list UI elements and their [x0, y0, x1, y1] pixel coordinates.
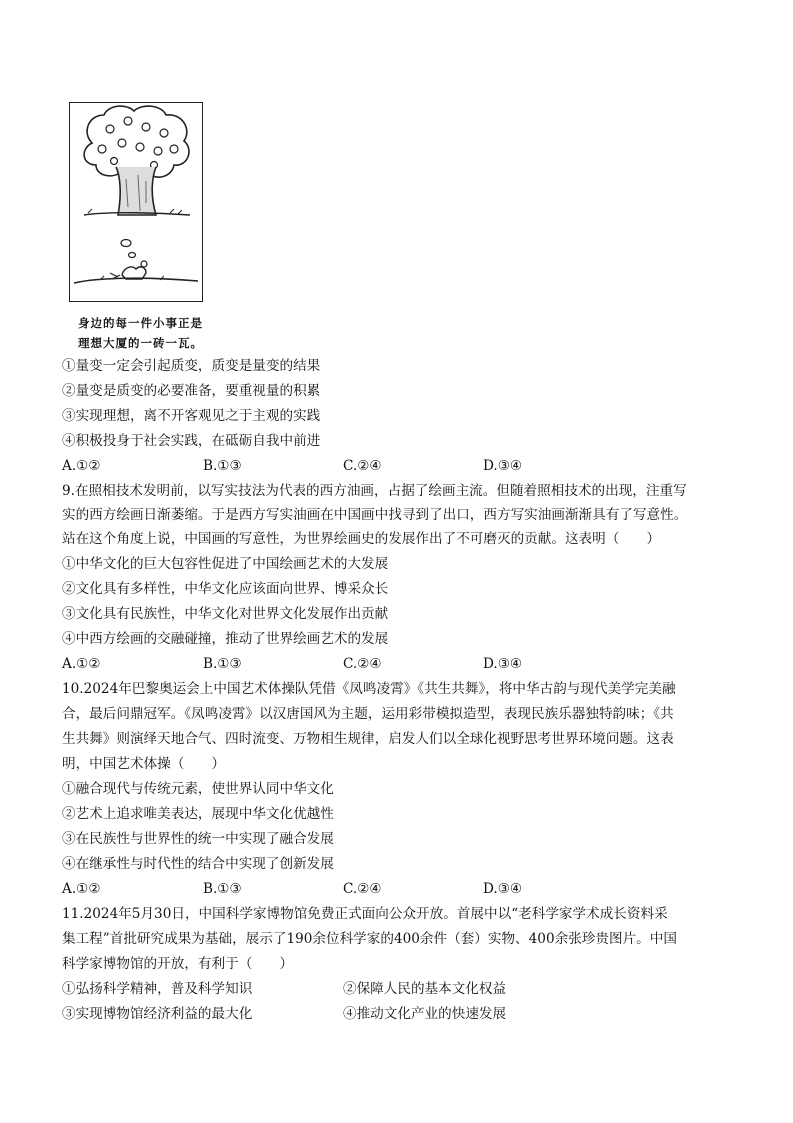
q11-stem-line3: 科学家博物馆的开放，有利于（ ）	[62, 956, 294, 972]
q8-choice-a[interactable]: A.①②	[62, 458, 101, 474]
q10-stem-line2: 合，最后问鼎冠军。《凤鸣凌霄》以汉唐国风为主题，运用彩带模拟造型，表现民族乐器独特韵味；《共	[62, 706, 674, 722]
q9-choice-d[interactable]: D.③④	[483, 656, 523, 672]
q10-option-2: ②艺术上追求唯美表达，展现中华文化优越性	[62, 806, 334, 822]
cartoon-caption-line2: 理想大厦的一砖一瓦。	[78, 336, 203, 350]
q10-stem-line3: 生共舞》则演绎天地合气、四时流变、万物相生规律，启发人们以全球化视野思考世界环境问题。这表	[62, 731, 674, 747]
q8-option-4: ④积极投身于社会实践，在砥砺自我中前进	[62, 433, 321, 449]
q11-option-2: ②保障人民的基本文化权益	[343, 981, 507, 997]
q8-option-3: ③实现理想，离不开客观见之于主观的实践	[62, 408, 321, 424]
q11-option-3: ③实现博物馆经济利益的最大化	[62, 1006, 253, 1022]
q10-option-1: ①融合现代与传统元素，使世界认同中华文化	[62, 781, 334, 797]
q9-option-4: ④中西方绘画的交融碰撞，推动了世界绘画艺术的发展	[62, 631, 389, 647]
q11-option-1: ①弘扬科学精神，普及科学知识	[62, 981, 253, 997]
q11-option-4: ④推动文化产业的快速发展	[343, 1006, 507, 1022]
q10-stem-line4: 明，中国艺术体操（ ）	[62, 756, 226, 772]
q11-stem-line2: 集工程”首批研究成果为基础，展示了190余位科学家的400余件（套）实物、400余张珍贵图片。中国	[62, 931, 677, 947]
q8-choice-b[interactable]: B.①③	[203, 458, 242, 474]
q9-choice-a[interactable]: A.①②	[62, 656, 101, 672]
q10-choice-a[interactable]: A.①②	[62, 881, 101, 897]
q9-choice-c[interactable]: C.②④	[343, 656, 382, 672]
q9-option-1: ①中华文化的巨大包容性促进了中国绘画艺术的大发展	[62, 556, 389, 572]
q8-choice-c[interactable]: C.②④	[343, 458, 382, 474]
q10-choice-c[interactable]: C.②④	[343, 881, 382, 897]
q9-stem-line1: 9.在照相技术发明前，以写实技法为代表的西方油画，占据了绘画主流。但随着照相技术的出现，注重写	[62, 483, 687, 499]
cartoon-caption-line1: 身边的每一件小事正是	[78, 316, 203, 330]
q8-option-2: ②量变是质变的必要准备，要重视量的积累	[62, 383, 321, 399]
q11-stem-line1: 11.2024年5月30日，中国科学家博物馆免费正式面向公众开放。首展中以“老科学家学术成长资料采	[62, 906, 668, 922]
q9-option-3: ③文化具有民族性，中华文化对世界文化发展作出贡献	[62, 606, 389, 622]
q10-choice-d[interactable]: D.③④	[483, 881, 523, 897]
q10-choice-b[interactable]: B.①③	[203, 881, 242, 897]
q8-choice-d[interactable]: D.③④	[483, 458, 523, 474]
q9-stem-line3: 站在这个角度上说，中国画的写意性，为世界绘画史的发展作出了不可磨灭的贡献。这表明（ ）	[62, 531, 661, 547]
cartoon-drawing	[70, 103, 201, 300]
q9-stem-line2: 实的西方绘画日渐萎缩。于是西方写实油画在中国画中找寻到了出口，西方写实油画渐渐具有了写意性。	[62, 507, 688, 523]
q10-option-4: ④在继承性与时代性的结合中实现了创新发展	[62, 856, 334, 872]
q10-stem-line1: 10.2024年巴黎奥运会上中国艺术体操队凭借《凤鸣凌霄》《共生共舞》，将中华古韵与现代美学完美融	[62, 681, 676, 697]
q9-option-2: ②文化具有多样性，中华文化应该面向世界、博采众长	[62, 581, 389, 597]
q8-option-1: ①量变一定会引起质变，质变是量变的结果	[62, 358, 321, 374]
q9-choice-b[interactable]: B.①③	[203, 656, 242, 672]
q10-option-3: ③在民族性与世界性的统一中实现了融合发展	[62, 831, 334, 847]
tree-dream-cartoon-icon	[69, 102, 203, 302]
